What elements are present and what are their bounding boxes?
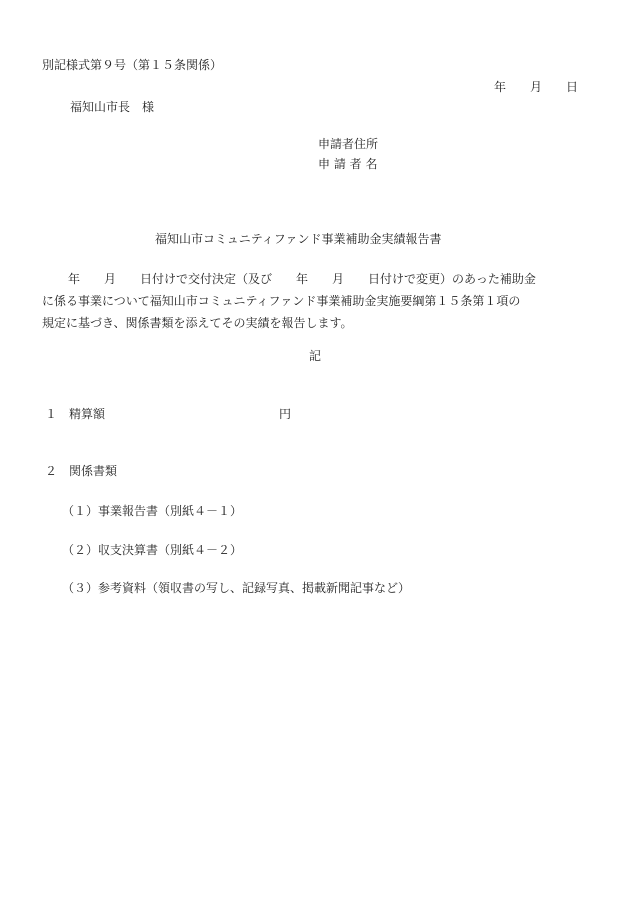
- item-2-label: ２ 関係書類: [45, 464, 118, 478]
- applicant-name-label: 申 請 者 名: [318, 157, 378, 171]
- addressee: 福知山市長 様: [70, 100, 155, 114]
- applicant-address-label: 申請者住所: [318, 137, 379, 151]
- item-1-unit: 円: [279, 407, 292, 421]
- doc-item: （１）事業報告書（別紙４－１）: [62, 504, 243, 518]
- form-number: 別記様式第９号（第１５条関係）: [42, 58, 223, 72]
- date-line: 年 月 日: [494, 80, 579, 94]
- item-1-label: １ 精算額: [45, 407, 106, 421]
- body-line-2: に係る事業について福知山市コミュニティファンド事業補助金実施要綱第１５条第１項の: [42, 294, 521, 308]
- document-title: 福知山市コミュニティファンド事業補助金実績報告書: [155, 232, 442, 246]
- body-line-1: 年 月 日付けで交付決定（及び 年 月 日付けで変更）のあった補助金: [68, 272, 536, 286]
- doc-item: （２）収支決算書（別紙４－２）: [62, 543, 243, 557]
- doc-item: （３）参考資料（領収書の写し、記録写真、掲載新聞記事など）: [62, 581, 411, 595]
- ki-label: 記: [309, 349, 322, 363]
- body-paragraph: [42, 268, 588, 334]
- body-line-3: 規定に基づき、関係書類を添えてその実績を報告します。: [42, 316, 353, 330]
